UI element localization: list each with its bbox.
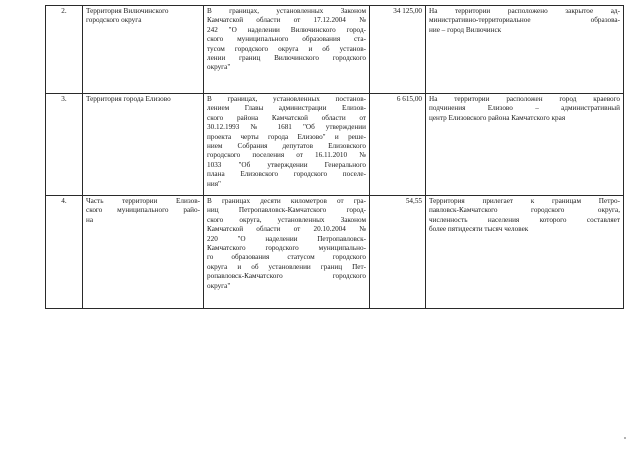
table-row [46, 6, 624, 94]
text-line: более пятидесяти тысяч человек [429, 225, 529, 234]
boundary-description [204, 6, 370, 94]
text-line: министративно-территориальное образова- [429, 16, 620, 25]
text-line: ропавловск-Камчатского городского [207, 272, 366, 281]
row-number: 3. [46, 94, 83, 196]
text-line: городского поселения от 16.11.2010 № [207, 151, 366, 160]
text-line: ского района Камчатской области от [207, 113, 366, 122]
text-line: 30.12.1993 № 1681 "Об утверждении [207, 123, 366, 132]
text-line: ского муниципального образования ста- [207, 35, 366, 44]
text-line: округа и об установлении границ Пет- [207, 262, 366, 271]
territory-name [83, 6, 204, 94]
text-line: нием Собрания депутатов Елизовского [207, 142, 366, 151]
text-line: округа" [207, 281, 231, 290]
text-line: павловск-Камчатского городского округа, [429, 206, 620, 215]
text-line: Территория города Елизово [86, 95, 171, 103]
text-line: лением Главы администрации Елизов- [207, 104, 366, 113]
text-line: На территории расположен город краевого [429, 95, 620, 103]
territory-note [426, 6, 624, 94]
territory-name [83, 94, 204, 196]
text-line: плана Елизовского городского поселе- [207, 170, 366, 179]
text-line: проекта черты города Елизово" и реше- [207, 132, 366, 141]
area-value: 54,55 [370, 196, 426, 309]
boundary-description [204, 94, 370, 196]
text-line: Часть территории Елизов- [86, 197, 200, 205]
territory-note [426, 196, 624, 309]
territory-note [426, 94, 624, 196]
text-line: Камчатского городского муниципально- [207, 244, 366, 253]
text-line: На территории расположено закрытое ад- [429, 7, 620, 15]
territory-table [45, 5, 624, 309]
table-row [46, 196, 624, 309]
text-line: тусом городского округа и об установ- [207, 44, 366, 53]
text-line: Территория прилегает к границам Петро- [429, 197, 620, 205]
text-line: центр Елизовского района Камчатского края [429, 113, 566, 122]
text-line: подчинения Елизово – административный [429, 104, 620, 113]
text-line: численность населения которого составляет [429, 215, 620, 224]
text-line: Территория Вилючинского [86, 7, 169, 15]
text-line: ния" [207, 179, 221, 188]
text-line: В границах десяти километров от гра- [207, 197, 366, 205]
boundary-description [204, 196, 370, 309]
area-value: 6 615,00 [370, 94, 426, 196]
row-number: 4. [46, 196, 83, 309]
text-line: го образования статусом городского [207, 253, 366, 262]
text-line: ского округа, установленных Законом [207, 215, 366, 224]
text-line: на [86, 215, 94, 224]
text-line: В границах, установленных Законом [207, 7, 366, 15]
text-line: В границах, установленных постанов- [207, 95, 366, 103]
text-line: ние – город Вилючинск [429, 25, 502, 34]
text-line: 242 "О наделении Вилючинского город- [207, 25, 366, 34]
text-line: 220 "О наделении Петропавловск- [207, 234, 366, 243]
scan-speck [624, 437, 626, 439]
text-line: ниц Петропавловск-Камчатского город- [207, 206, 366, 215]
text-line: Камчатской области от 20.10.2004 № [207, 225, 366, 234]
area-value: 34 125,00 [370, 6, 426, 94]
text-line: городского округа [86, 16, 142, 25]
text-line: лении границ Вилючинского городского [207, 54, 366, 63]
text-line: Камчатской области от 17.12.2004 № [207, 16, 366, 25]
text-line: 1033 "Об утверждении Генерального [207, 160, 366, 169]
text-line: округа" [207, 63, 231, 72]
table-row [46, 94, 624, 196]
row-number: 2. [46, 6, 83, 94]
territory-name [83, 196, 204, 309]
text-line: ского муниципального райо- [86, 206, 200, 215]
